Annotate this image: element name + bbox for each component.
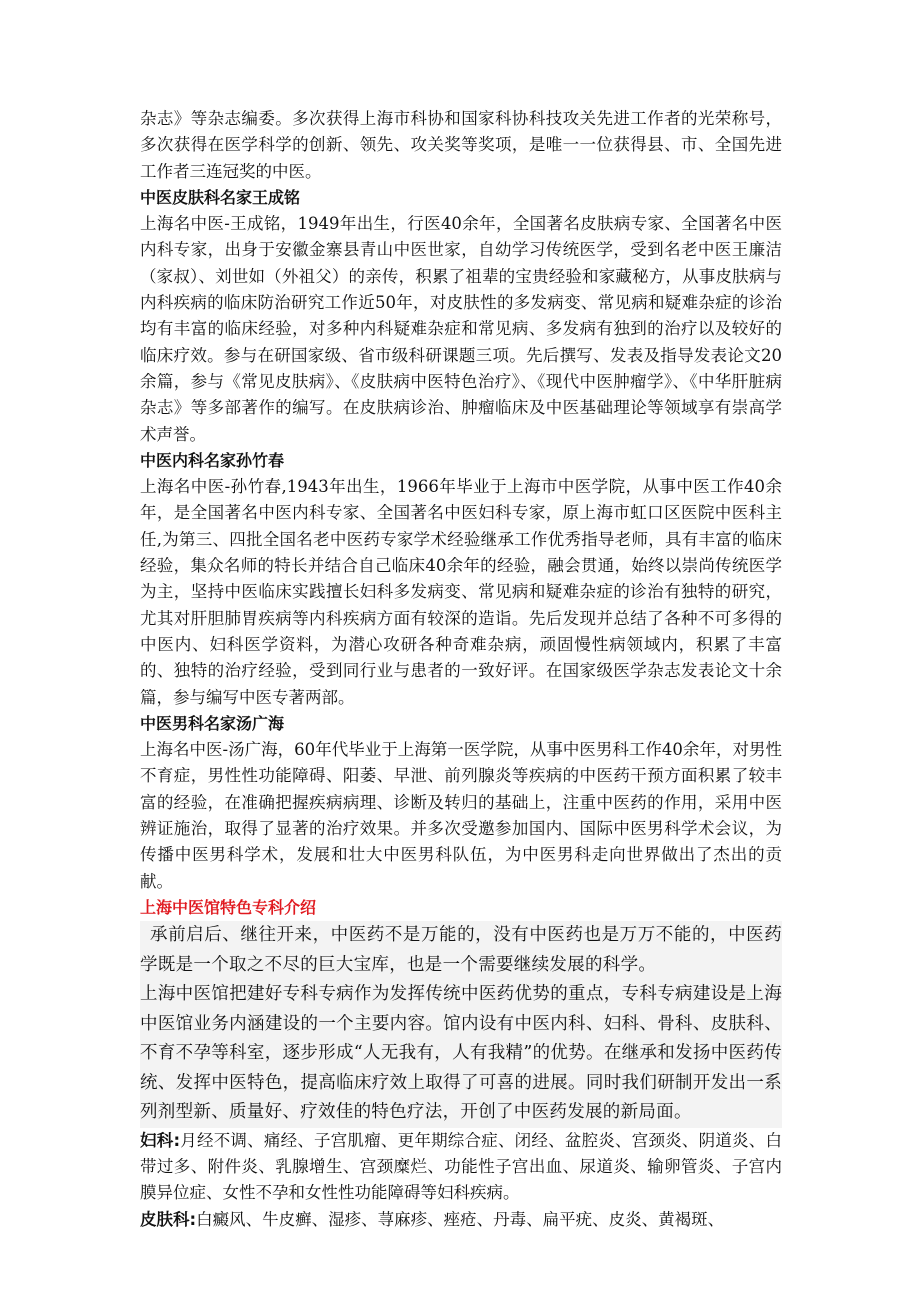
special-intro-block <box>140 921 782 1128</box>
department-dermatology <box>140 1207 782 1233</box>
expert-bio-tang: 上海名中医-汤广海，60年代毕业于上海第一医学院，从事中医男科工作40余年，对男性不育症，男性性功能障碍、阳萎、早泄、前列腺炎等疾病的中医药干预方面积累了较丰富的经验，在准确把握疾病病理、诊断及转归的基础上，注重中医药的作用，采用中医辨证施治，取得了显著的治疗效果。并多次受邀参加国内、国际中医男科学术会议，为传播中医男科学术，发展和壮大中医男科队伍，为中医男科走向世界做出了杰出的贡献。 <box>140 740 782 891</box>
continuation-paragraph: 杂志》等杂志编委。多次获得上海市科协和国家科协科技攻关先进工作者的光荣称号，多次获得在医学科学的创新、领先、攻关奖等奖项，是唯一一位获得县、市、全国先进工作者三连冠奖的中医。 <box>140 109 782 181</box>
department-description: 月经不调、痛经、子宫肌瘤、更年期综合症、闭经、盆腔炎、宫颈炎、阴道炎、白带过多、附件炎、乳腺增生、宫颈糜烂、功能性子宫出血、尿道炎、输卵管炎、子宫内膜异位症、女性不孕和女性性功能障碍等妇科疾病。 <box>140 1130 782 1203</box>
expert-bio-sun: 上海名中医-孙竹春,1943年出生，1966年毕业于上海市中医学院，从事中医工作40余年，是全国著名中医内科专家、全国著名中医妇科专家，原上海市虹口区医院中医科主任,为第三、四批全国名老中医药专家学术经验继承工作优秀指导老师，具有丰富的临床经验，集众名师的特长并结合自己临床40余年的经验，融会贯通，始终以崇尚传统医学为主，坚持中医临床实践擅长妇科多发病变、常见病和疑难杂症的诊治有独特的研究，尤其对肝胆肺胃疾病等内科疾病方面有较深的造诣。先后发现并总结了各种不可多得的中医内、妇科医学资料，为潜心攻研各种奇难杂病，顽固慢性病领域内，积累了丰富的、独特的治疗经验，受到同行业与患者的一致好评。在国家级医学杂志发表论文十余篇，参与编写中医专著两部。 <box>140 477 782 707</box>
special-section-heading: 上海中医馆特色专科介绍 <box>140 897 317 917</box>
special-intro-paragraph-2: 上海中医馆把建好专科专病作为发挥传统中医药优势的重点，专科专病建设是上海中医馆业务内涵建设的一个主要内容。馆内设有中医内科、妇科、骨科、皮肤科、不育不孕等科室，逐步形成“人无我有，人有我精”的优势。在继承和发扬中医药传统、发挥中医特色，提高临床疗效上取得了可喜的进展。同时我们研制开发出一系列剂型新、质量好、疗效佳的特色疗法，开创了中医药发展的新局面。 <box>140 984 782 1123</box>
expert-bio-wang: 上海名中医-王成铭，1949年出生，行医40余年，全国著名皮肤病专家、全国著名中医内科专家，出身于安徽金寨县青山中医世家，自幼学习传统医学，受到名老中医王廉洁（家叔）、刘世如（外祖父）的亲传，积累了祖辈的宝贵经验和家藏秘方，从事皮肤病与内科疾病的临床防治研究工作近50年，对皮肤性的多发病变、常见病和疑难杂症的诊治均有丰富的临床经验，对多种内科疑难杂症和常见病、多发病有独到的治疗以及较好的临床疗效。参与在研国家级、省市级科研课题三项。先后撰写、发表及指导发表论文20余篇，参与《常见皮肤病》、《皮肤病中医特色治疗》、《现代中医肿瘤学》、《中华肝脏病杂志》等多部著作的编写。在皮肤病诊治、肿瘤临床及中医基础理论等领域享有崇高学术声誉。 <box>140 214 782 444</box>
department-gynecology <box>140 1128 782 1207</box>
special-intro-paragraph-1: 承前启后、继往开来，中医药不是万能的，没有中医药也是万万不能的，中医药学既是一个取之不尽的巨大宝库，也是一个需要继续发展的科学。 <box>140 925 782 975</box>
department-description: 白癜风、牛皮癣、湿疹、荨麻疹、痤疮、丹毒、扁平疣、皮炎、黄褐斑、 <box>196 1209 725 1229</box>
expert-heading-sun: 中医内科名家孙竹春 <box>140 450 285 470</box>
department-label: 皮肤科: <box>140 1209 197 1229</box>
document-page <box>140 106 782 1233</box>
department-label: 妇科: <box>140 1130 181 1150</box>
expert-heading-tang: 中医男科名家汤广海 <box>140 713 285 733</box>
expert-heading-wang: 中医皮肤科名家王成铭 <box>140 187 301 207</box>
